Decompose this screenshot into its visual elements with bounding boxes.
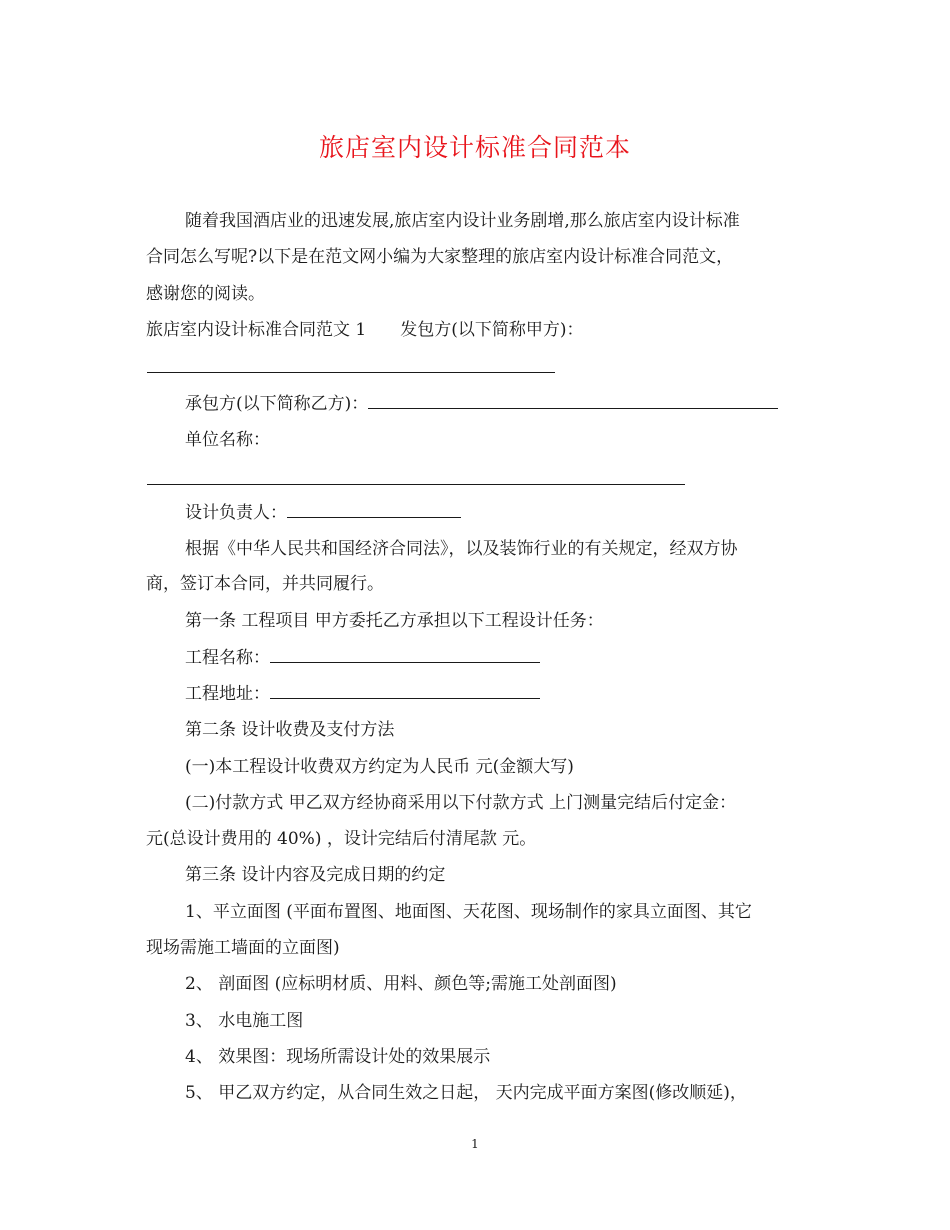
unit-name-blank bbox=[147, 484, 685, 485]
item-1-line-1: 1、平立面图 (平面布置图、地面图、天花图、现场制作的家具立面图、其它 bbox=[185, 902, 752, 922]
article-2: 第二条 设计收费及支付方法 bbox=[185, 720, 395, 740]
article-3: 第三条 设计内容及完成日期的约定 bbox=[185, 865, 446, 885]
project-name-row bbox=[185, 648, 540, 668]
party-b-row bbox=[185, 394, 778, 414]
design-lead-blank bbox=[287, 503, 461, 518]
article-1: 第一条 工程项目 甲方委托乙方承担以下工程设计任务： bbox=[185, 611, 604, 631]
party-a-label: 发包方(以下简称甲方)： bbox=[400, 320, 584, 340]
sample-heading-row bbox=[146, 320, 584, 340]
item-2: 2、 剖面图 (应标明材质、用料、颜色等;需施工处剖面图) bbox=[185, 974, 617, 994]
party-b-label: 承包方(以下简称乙方)： bbox=[185, 394, 369, 414]
fee-clause-2-line-1: (二)付款方式 甲乙双方经协商采用以下付款方式 上门测量完结后付定金： bbox=[185, 793, 737, 813]
party-a-blank bbox=[147, 372, 555, 373]
project-name-label: 工程名称： bbox=[185, 648, 270, 668]
basis-line-1: 根据《中华人民共和国经济合同法》，以及装饰行业的有关规定，经双方协 bbox=[185, 539, 738, 559]
design-lead-row bbox=[185, 503, 461, 523]
intro-line-3: 感谢您的阅读。 bbox=[146, 284, 265, 304]
document-title: 旅店室内设计标准合同范本 bbox=[318, 133, 631, 162]
basis-line-2: 商，签订本合同，并共同履行。 bbox=[146, 574, 384, 594]
design-lead-label: 设计负责人： bbox=[185, 503, 287, 523]
unit-name-label: 单位名称： bbox=[185, 430, 270, 450]
project-address-row bbox=[185, 684, 540, 704]
item-5: 5、 甲乙双方约定，从合同生效之日起， 天内完成平面方案图(修改顺延)， bbox=[185, 1083, 747, 1103]
intro-line-2: 合同怎么写呢?以下是在范文网小编为大家整理的旅店室内设计标准合同范文， bbox=[146, 247, 734, 267]
party-b-blank bbox=[368, 394, 778, 409]
intro-line-1: 随着我国酒店业的迅速发展,旅店室内设计业务剧增,那么旅店室内设计标准 bbox=[185, 211, 740, 231]
sample-heading: 旅店室内设计标准合同范文 1 bbox=[146, 320, 367, 340]
fee-clause-1: (一)本工程设计收费双方约定为人民币 元(金额大写) bbox=[185, 757, 574, 777]
project-address-label: 工程地址： bbox=[185, 684, 270, 704]
page-number: 1 bbox=[471, 1137, 479, 1151]
item-4: 4、 效果图：现场所需设计处的效果展示 bbox=[185, 1047, 491, 1067]
item-1-line-2: 现场需施工墙面的立面图) bbox=[146, 938, 340, 958]
project-address-blank bbox=[270, 684, 540, 699]
project-name-blank bbox=[270, 648, 540, 663]
fee-clause-2-line-2: 元(总设计费用的 40%) ，设计完结后付清尾款 元。 bbox=[146, 829, 537, 849]
item-3: 3、 水电施工图 bbox=[185, 1011, 304, 1031]
